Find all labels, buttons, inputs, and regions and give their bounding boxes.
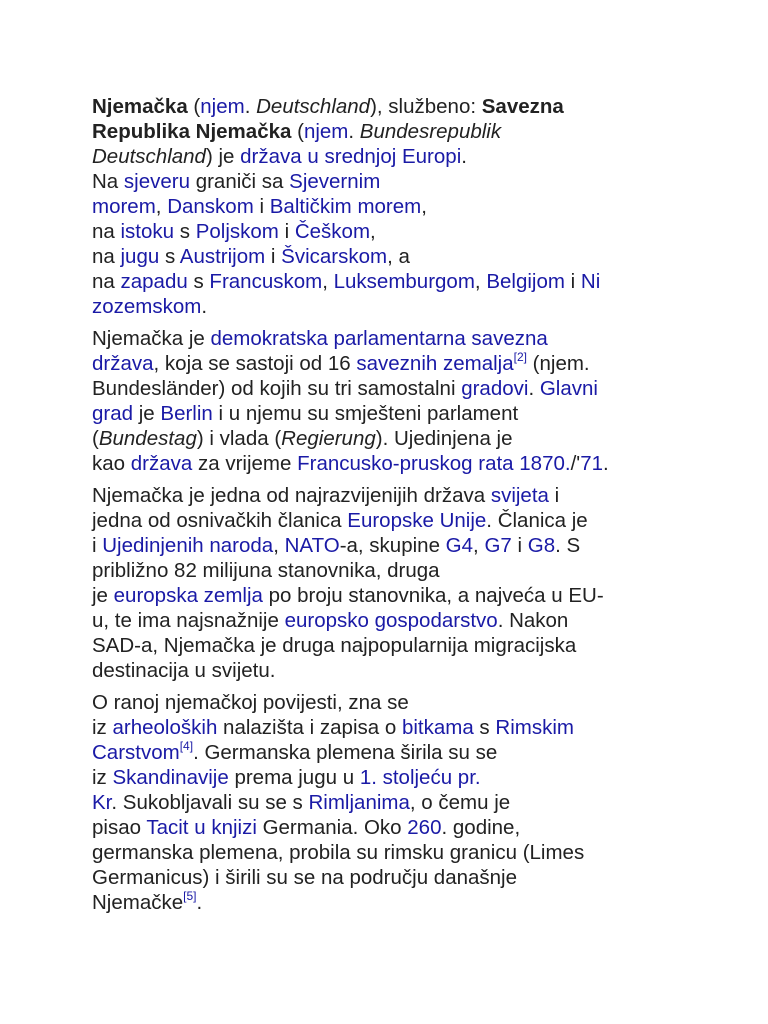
body-text: Na: [92, 170, 124, 193]
body-text: destinacija u svijetu.: [92, 659, 276, 682]
wiki-link[interactable]: Europske Unije: [347, 509, 487, 532]
citation-marker[interactable]: [5]: [183, 889, 197, 903]
body-text: .: [461, 145, 467, 168]
body-text: .: [348, 120, 360, 143]
wiki-link[interactable]: Poljskom: [195, 220, 279, 243]
body-text: kao: [92, 452, 131, 475]
body-text: jedna od osnivačkih članica: [92, 509, 348, 532]
wiki-link[interactable]: 260: [407, 816, 442, 839]
body-text: Njemačka je jedna od najrazvijenijih država: [92, 484, 491, 507]
body-text: i u njemu su smješteni parlament: [212, 402, 519, 425]
wiki-link[interactable]: Baltičkim morem: [269, 195, 422, 218]
wiki-link[interactable]: Ni: [580, 270, 601, 293]
wiki-link[interactable]: država: [240, 145, 302, 168]
body-text: Njemačke: [92, 891, 184, 914]
body-text: ,: [473, 534, 485, 557]
body-text: SAD-a, Njemačka je druga najpopularnija migracijska: [92, 634, 577, 657]
wiki-link[interactable]: država: [130, 452, 193, 475]
wiki-link[interactable]: zapadu: [120, 270, 188, 293]
wiki-link[interactable]: Kr: [92, 791, 112, 814]
body-text: u, te ima najsnažnije: [92, 609, 285, 632]
italic-text: Regierung: [281, 427, 376, 450]
body-text: na: [92, 270, 121, 293]
wiki-link[interactable]: Francuskom: [209, 270, 323, 293]
body-text: .: [244, 95, 257, 118]
citation-marker[interactable]: [2]: [513, 350, 527, 364]
body-text: -a, skupine: [339, 534, 446, 557]
reference-link[interactable]: [180, 741, 193, 764]
wiki-link[interactable]: Belgijom: [486, 270, 565, 293]
body-text: Bundesländer) od kojih su tri samostalni: [92, 377, 462, 400]
wiki-link[interactable]: morem: [92, 195, 156, 218]
wiki-link[interactable]: sjeveru: [123, 170, 190, 193]
wiki-link[interactable]: arheoloških: [112, 716, 218, 739]
wiki-link[interactable]: Sjevernim: [289, 170, 381, 193]
body-text: [92, 145, 206, 168]
wiki-link[interactable]: Rimljanima: [308, 791, 410, 814]
body-text: [92, 95, 188, 118]
body-text: Njemačka je: [92, 327, 211, 350]
body-text: .: [196, 891, 203, 914]
body-text: nalazišta i zapisa o: [217, 716, 402, 739]
paragraph: [92, 483, 692, 683]
body-text: za vrijeme: [192, 452, 298, 475]
wiki-link[interactable]: jugu: [120, 245, 160, 268]
body-text: .: [201, 295, 208, 318]
wiki-link[interactable]: Ujedinjenih naroda: [102, 534, 274, 557]
wiki-link[interactable]: knjizi: [211, 816, 257, 839]
body-text: Germania. Oko: [256, 816, 408, 839]
italic-text: Deutschland: [256, 95, 371, 118]
wiki-link[interactable]: demokratska parlamentarna savezna: [210, 327, 548, 350]
body-text: ). Ujedinjena je: [375, 427, 513, 450]
body-text: na: [92, 245, 121, 268]
body-text: s: [174, 220, 196, 243]
body-text: ), službeno:: [370, 95, 482, 118]
body-text: iz: [92, 716, 113, 739]
wiki-link[interactable]: Glavni: [539, 377, 598, 400]
wiki-link[interactable]: grad: [92, 402, 134, 425]
bold-text: Savezna: [481, 95, 564, 118]
body-text: i: [92, 534, 103, 557]
body-text: (: [187, 95, 201, 118]
body-text: . S: [555, 534, 581, 557]
bold-text: Republika Njemačka: [92, 120, 292, 143]
body-text: ,: [421, 195, 427, 218]
body-text: . Nakon: [497, 609, 569, 632]
body-text: [256, 95, 370, 118]
wiki-link[interactable]: NATO: [284, 534, 340, 557]
body-text: ) i vlada (: [196, 427, 282, 450]
body-text: iz: [92, 766, 113, 789]
reference-link[interactable]: [514, 352, 527, 375]
body-text: [360, 120, 501, 143]
body-text: Germanicus) i širili su se na području današnje: [92, 866, 518, 889]
wiki-link[interactable]: zozemskom: [92, 295, 202, 318]
body-text: s: [473, 716, 496, 739]
citation-marker[interactable]: [4]: [179, 739, 194, 753]
wiki-link[interactable]: G7: [484, 534, 512, 557]
body-text: [482, 95, 564, 118]
body-text: je: [133, 402, 161, 425]
body-text: približno 82 milijuna stanovnika, druga: [92, 559, 440, 582]
wiki-link[interactable]: Skandinavije: [112, 766, 229, 789]
body-text: po broju stanovnika, a najveća u EU-: [262, 584, 604, 607]
wiki-link[interactable]: G4: [445, 534, 474, 557]
reference-link[interactable]: [183, 891, 196, 914]
paragraph: [92, 94, 692, 319]
wiki-link[interactable]: istoku: [120, 220, 175, 243]
body-text: je: [92, 584, 114, 607]
body-text: . Sukobljavali su se s: [111, 791, 309, 814]
body-text: germanska plemena, probila su rimsku granicu (Limes: [92, 841, 585, 864]
body-text: ,: [474, 270, 487, 293]
body-text: . godine,: [441, 816, 521, 839]
body-text: [281, 427, 376, 450]
body-text: graniči sa: [190, 170, 290, 193]
body-text: ,: [155, 195, 168, 218]
italic-text: Bundestag: [98, 427, 197, 450]
body-text: i: [548, 484, 560, 507]
body-text: O ranoj njemačkoj povijesti, zna se: [92, 691, 409, 714]
wiki-link[interactable]: Švicarskom: [281, 245, 388, 268]
body-text: prema jugu u: [228, 766, 360, 789]
wiki-link[interactable]: Austrijom: [179, 245, 266, 268]
wiki-link[interactable]: 1. stoljeću pr.: [359, 766, 481, 789]
wiki-link[interactable]: gradovi: [461, 377, 529, 400]
body-text: i: [564, 270, 581, 293]
wiki-link[interactable]: u: [307, 145, 319, 168]
body-text: . Germanska plemena širila su se: [193, 741, 498, 764]
wiki-link[interactable]: Carstvom: [92, 741, 180, 764]
wiki-link[interactable]: Francusko-pruskog rata: [297, 452, 514, 475]
wiki-link[interactable]: saveznih zemalja: [356, 352, 514, 375]
paragraph: [92, 690, 692, 915]
wiki-link[interactable]: Danskom: [167, 195, 254, 218]
italic-text: Bundesrepublik: [359, 120, 502, 143]
wiki-link[interactable]: Češkom: [294, 220, 371, 243]
wiki-link[interactable]: njem: [303, 120, 349, 143]
body-text: .: [528, 377, 540, 400]
body-text: ) je: [205, 145, 241, 168]
wiki-link[interactable]: Berlin: [160, 402, 213, 425]
body-text: i: [265, 245, 282, 268]
wiki-link[interactable]: Luksemburgom: [333, 270, 475, 293]
body-text: s: [159, 245, 180, 268]
body-text: ,: [322, 270, 334, 293]
wiki-link[interactable]: Tacit: [146, 816, 189, 839]
italic-text: Deutschland: [92, 145, 206, 168]
wiki-link[interactable]: 71: [580, 452, 604, 475]
wiki-link[interactable]: njem: [200, 95, 245, 118]
wiki-link[interactable]: europsko gospodarstvo: [284, 609, 498, 632]
body-text: i: [253, 195, 270, 218]
wiki-link[interactable]: u: [194, 816, 206, 839]
body-text: pisao: [92, 816, 147, 839]
wiki-link[interactable]: srednjoj Europi: [324, 145, 462, 168]
body-text: /': [570, 452, 581, 475]
body-text: ,: [273, 534, 285, 557]
body-text: .: [603, 452, 609, 475]
body-text: , a: [387, 245, 410, 268]
article-body: [92, 94, 692, 922]
wiki-link[interactable]: europska zemlja: [113, 584, 263, 607]
body-text: . Članica je: [486, 509, 588, 532]
body-text: i: [511, 534, 528, 557]
body-text: , o čemu je: [409, 791, 511, 814]
body-text: (: [92, 427, 99, 450]
body-text: [92, 120, 291, 143]
body-text: (njem.: [526, 352, 590, 375]
body-text: s: [187, 270, 210, 293]
wiki-link[interactable]: Rimskim: [495, 716, 574, 739]
body-text: (: [291, 120, 304, 143]
wiki-link[interactable]: 1870.: [519, 452, 571, 475]
paragraph: [92, 326, 692, 476]
body-text: [99, 427, 197, 450]
wiki-link[interactable]: država: [92, 352, 154, 375]
wiki-link[interactable]: bitkama: [401, 716, 474, 739]
body-text: ,: [370, 220, 376, 243]
bold-text: Njemačka: [92, 95, 188, 118]
wiki-link[interactable]: svijeta: [490, 484, 549, 507]
wiki-link[interactable]: G8: [527, 534, 556, 557]
body-text: , koja se sastoji od 16: [153, 352, 357, 375]
body-text: na: [92, 220, 121, 243]
body-text: i: [278, 220, 295, 243]
